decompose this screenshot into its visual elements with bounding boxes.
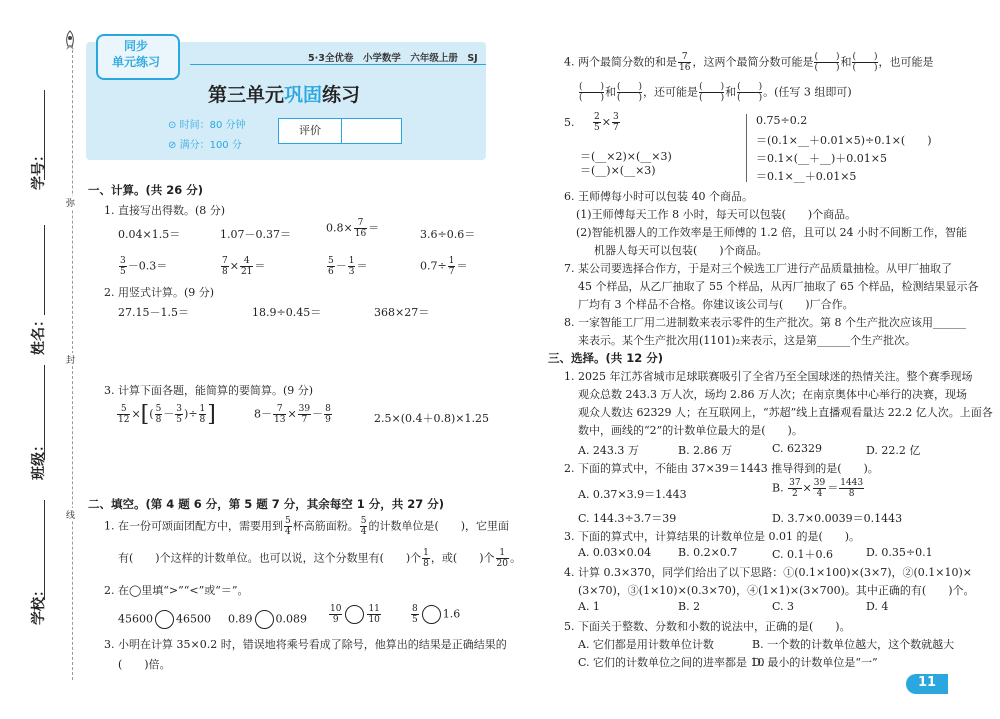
fraction: $\frac{39}{4}$	[813, 478, 826, 499]
s2-q7a: 7. 某公司要选择合作方，于是对三个候选工厂进行产品质量抽检。从甲厂抽取了	[564, 262, 952, 275]
s2-q8a: 8. 一家智能工厂用二进制数来表示零件的生产批次。第 8 个生产批次应该用______	[564, 316, 966, 329]
expr-op: ×	[229, 259, 239, 273]
side-school-label: 学校：	[31, 583, 47, 625]
s2-q5-left-1: ＝(__×2)×(__×3)	[580, 150, 672, 163]
expr-op: －	[335, 259, 347, 273]
text: 杯高筋面粉。	[292, 519, 359, 533]
blank-fraction[interactable]: ( ) ( )	[852, 52, 878, 73]
fraction: $\frac{37}{2}$	[789, 478, 801, 499]
page-number: 11	[918, 675, 937, 690]
s2-q3-line1: 3. 小明在计算 35×0.2 时，错误地将乘号看成了除号，他算出的结果是正确结果的	[104, 638, 507, 651]
fraction: $\frac{1}{8}$	[199, 404, 206, 425]
s1-r2-b	[220, 256, 265, 277]
fraction: $\frac{1}{7}$	[448, 256, 455, 277]
s3-q4-opt-c[interactable]: C. 3	[772, 600, 795, 613]
s3-q2-opt-d[interactable]: D. 3.7×0.0039＝0.1443	[772, 512, 903, 525]
answer-circle[interactable]	[345, 605, 364, 624]
fraction: $\frac{3}{5}$	[120, 256, 126, 277]
rocket-icon	[60, 30, 80, 55]
fraction: $\frac{4}{21}$	[240, 256, 253, 277]
s3-q5: 5. 下面关于整数、分数和小数的说法中，正确的是( )。	[564, 620, 851, 633]
side-name-line	[44, 225, 45, 315]
s3-q5-opt-a[interactable]: A. 它们都是用计数单位计数	[578, 638, 714, 651]
fraction: $\frac{3}{7}$	[612, 112, 619, 133]
s2-q7b: 45 个样品，从乙厂抽取了 55 个样品，从丙厂抽取了 65 个样品，检测结果显示各	[578, 280, 979, 293]
text: 1.6	[442, 607, 461, 621]
s2-q1-line2: 有( )个这样的计数单位。也可以说，这个分数里有( )个 $\frac{1}{8}$ ，或( )个 $\frac{1}{20}$ 。	[118, 548, 521, 569]
s2-compare-3	[328, 604, 382, 625]
s2-q6b: (2)智能机器人的工作效率是王师傅的 1.2 倍，且可以 24 小时不间断工作，智能	[576, 226, 968, 239]
s3-q3-opt-c[interactable]: C. 0.1＋0.6	[772, 548, 834, 561]
s3-q2-opt-c[interactable]: C. 144.3÷3.7＝39	[578, 512, 677, 525]
blank-fraction[interactable]: ( ) ( )	[617, 82, 643, 103]
s3-q4a: 4. 计算 0.3×370，同学们给出了以下思路：①(0.1×100)×(3×7)，②(0.1×10)×	[564, 566, 973, 579]
series-label: 5·3全优卷 小学数学 六年级上册 SJ	[308, 53, 478, 64]
fraction: $\frac{2}{5}$	[594, 112, 600, 133]
text: 和	[840, 55, 852, 69]
text: ，也可能是	[878, 55, 934, 69]
s3-q3: 3. 下面的算式中，计算结果的计数单位是 0.01 的是( )。	[564, 530, 861, 543]
unit-badge-text: 同步 单元练习	[111, 39, 160, 69]
text: 和	[725, 85, 737, 99]
eval-box	[278, 118, 402, 144]
s2-compare-4	[410, 604, 460, 625]
s2-q5-num: 5.	[564, 116, 575, 129]
s1-r4-c: 2.5×(0.4＋0.8)×1.25	[374, 412, 489, 425]
fraction: $\frac{1}{20}$	[496, 548, 508, 569]
s3-q5-opt-b[interactable]: B. 一个数的计数单位越大，这个数就越大	[752, 638, 955, 651]
s3-q1-opt-a[interactable]: A. 243.3 万	[578, 444, 639, 457]
s1-r1-a: 0.04×1.5＝	[118, 228, 181, 241]
s2-q5-expr: $\frac{2}{5}$ × $\frac{3}{7}$	[594, 112, 619, 133]
answer-circle[interactable]	[155, 610, 174, 629]
s3-q4-opt-a[interactable]: A. 1	[578, 600, 600, 613]
s3-q4b: (3×70)，③(1×10)×(0.3×70)，④(1×1)×(3×700)。其中正确的有( )个。	[578, 584, 975, 597]
s1-r3-b: 18.9÷0.45＝	[252, 306, 322, 319]
s2-q5-right-2: ＝(0.1×__＋0.01×5)÷0.1×( )	[756, 134, 932, 147]
s3-q1b: 观众总数 243.3 万人次，场均 2.86 万人次；在南京奥体中心举行的决赛，现场	[578, 388, 967, 401]
time-info	[168, 116, 245, 131]
fraction: $\frac{3}{5}$	[176, 404, 183, 425]
s3-q3-opt-a[interactable]: A. 0.03×0.04	[578, 546, 652, 559]
s2-q5-right-1: 0.75÷0.2	[756, 114, 808, 127]
fraction: $\frac{8}{9}$	[325, 404, 331, 425]
fraction: $\frac{7}{16}$	[679, 52, 691, 73]
check-icon: ⊘	[168, 140, 177, 151]
fraction: $\frac{1}{8}$	[423, 548, 429, 569]
seal-mark-1: 弥	[66, 196, 75, 209]
s1-q3: 3. 计算下面各题，能简算的要简算。(9 分)	[104, 384, 314, 397]
fraction: $\frac{1}{3}$	[348, 256, 355, 277]
expr-eq: ＝	[254, 259, 266, 273]
s3-q3-opt-d[interactable]: D. 0.35÷0.1	[866, 546, 933, 559]
time-label: 时间：80 分钟	[179, 120, 246, 131]
fraction: $\frac{7}{8}$	[222, 256, 228, 277]
s2-q1-line1	[104, 516, 509, 537]
text: B.	[772, 481, 784, 495]
s3-q2: 2. 下面的算式中，不能由 37×39＝1443 推导得到的是( )。	[564, 462, 879, 475]
fraction: $\frac{5}{6}$	[328, 256, 334, 277]
s3-q1a: 1. 2025 年江苏省城市足球联赛吸引了全省乃至全国球迷的热情关注。整个赛季现场	[564, 370, 973, 383]
fraction: $\frac{8}{5}$	[412, 604, 418, 625]
s3-q2-opt-a[interactable]: A. 0.37×3.9＝1.443	[578, 488, 687, 501]
s3-q2-opt-b[interactable]: B. $\frac{37}{2}$ × $\frac{39}{4}$ ＝ $\frac{1443}{8}$	[772, 478, 864, 499]
s3-q4-opt-d[interactable]: D. 4	[866, 600, 889, 613]
s1-r1-d: 3.6÷0.6＝	[420, 228, 476, 241]
text: ＝(__)×(__×3)	[580, 164, 656, 177]
expr-text: －0.3＝	[127, 259, 168, 273]
blank-fraction[interactable]: ( ) ( )	[737, 82, 763, 103]
text: 45600	[118, 612, 153, 626]
answer-circle[interactable]	[422, 605, 441, 624]
s2-compare-2	[228, 610, 307, 629]
s3-q5-opt-c[interactable]: C. 它们的计数单位之间的进率都是 10	[578, 656, 765, 669]
s1-q1: 1. 直接写出得数。(8 分)	[104, 204, 226, 217]
s3-q1-opt-b[interactable]: B. 2.86 万	[678, 444, 733, 457]
fraction: $\frac{39}{7}$	[298, 404, 311, 425]
s2-q4-line1	[564, 52, 934, 73]
eval-label: 评价	[279, 119, 342, 143]
text: 46500	[176, 612, 211, 626]
page-title	[208, 80, 360, 107]
s1-r4-b: 8－ $\frac{7}{13}$ × $\frac{39}{7}$ － $\frac{8}{9}$	[254, 404, 331, 425]
s1-r1-b: 1.07－0.37＝	[220, 228, 291, 241]
section-2-heading: 二、填空。(第 4 题 6 分，第 5 题 7 分，其余每空 1 分，共 27 分)	[88, 497, 445, 511]
fraction: $\frac{5}{12}$	[118, 404, 130, 425]
blank-fraction[interactable]: ( ) ( )	[814, 52, 840, 73]
side-class-label: 班级：	[31, 438, 47, 480]
expr-text: 0.7÷	[420, 259, 447, 273]
text: 有( )个这样的计数单位。也可以说，这个分数里有( )个	[118, 551, 422, 565]
title-part-3: 练习	[322, 84, 361, 106]
text: 1. 在一份可颂面团配方中，需要用到	[104, 519, 283, 533]
s3-q1c: 观众人数达 62329 人；在互联网上，“苏超”线上直播观看量达 22.2 亿人次。上面各	[578, 406, 993, 419]
text: 0.089	[275, 612, 307, 626]
blank-fraction[interactable]: ( ) ( )	[699, 82, 725, 103]
s2-q5-left-2	[580, 162, 656, 178]
s2-q5-right-3: ＝0.1×(__＋__)＋0.01×5	[756, 152, 888, 165]
s2-q8b: 来表示。某个生产批次用(1101)₂来表示，这是第______个生产批次。	[578, 334, 916, 347]
answer-circle[interactable]	[255, 610, 274, 629]
text: 0.89	[228, 612, 253, 626]
expr-eq: ＝	[356, 259, 368, 273]
s3-q4-opt-b[interactable]: B. 2	[678, 600, 701, 613]
s1-r3-a: 27.15－1.5＝	[118, 306, 189, 319]
s3-q3-opt-b[interactable]: B. 0.2×0.7	[678, 546, 738, 559]
s2-q6a: (1)王师傅每天工作 8 小时，每天可以包装( )个商品。	[576, 208, 857, 221]
s1-r2-a	[118, 256, 167, 277]
s2-q4-line2	[578, 82, 852, 103]
s1-r3-c: 368×27＝	[374, 306, 430, 319]
s1-r2-d	[420, 256, 467, 277]
s3-q1-opt-c[interactable]: C. 62329	[772, 442, 823, 455]
clock-icon: ⊙	[168, 120, 177, 131]
expr-eq: ＝	[456, 259, 468, 273]
title-part-2: 巩固	[284, 84, 323, 106]
fraction: $\frac{5}{8}$	[155, 404, 162, 425]
fraction: $\frac{5}{4}$	[285, 516, 291, 537]
s2-q3-line2: ( )倍。	[118, 658, 171, 671]
fraction: $\frac{11}{10}$	[368, 604, 380, 625]
side-class-line	[44, 365, 45, 460]
expr-eq: ＝	[368, 221, 380, 235]
s3-q1-opt-d[interactable]: D. 22.2 亿	[866, 444, 921, 457]
side-id-line	[44, 90, 45, 180]
text: ，或( )个	[430, 551, 495, 565]
s2-q2: 2. 在◯里填“>”“<”或“＝”。	[104, 584, 249, 597]
fraction: $\frac{1443}{8}$	[840, 478, 864, 499]
score-info	[168, 136, 242, 151]
blank-fraction[interactable]: ( ) ( )	[579, 82, 605, 103]
fraction: $\frac{7}{13}$	[274, 404, 286, 425]
s2-q6c: 机器人每天可以包装( )个商品。	[594, 244, 768, 257]
side-id-label: 学号：	[31, 148, 47, 190]
s2-q7c: 厂均有 3 个样品不合格。你建议该公司与( )厂合作。	[578, 298, 854, 311]
section-3-heading: 三、选择。(共 12 分)	[548, 351, 664, 365]
expr-text: 0.8×	[326, 221, 353, 235]
text: ，还可能是	[643, 85, 699, 99]
side-school-line	[44, 500, 45, 600]
s2-q5-right-4: ＝0.1×__＋0.01×5	[756, 170, 857, 183]
s3-q1d: 数中，画线的“2”的计数单位最大的是( )。	[578, 424, 803, 437]
s1-r4-a: $\frac{5}{12}$ ×[( $\frac{5}{8}$ － $\frac{3}{5}$ )÷ $\frac{1}{8}$ ]	[118, 402, 216, 427]
s1-r2-c	[326, 256, 367, 277]
text: 和	[605, 85, 617, 99]
score-label: 满分：100 分	[179, 140, 242, 151]
s1-r1-c	[326, 218, 379, 239]
fraction: $\frac{5}{4}$	[360, 516, 367, 537]
s2-compare-1	[118, 610, 211, 629]
seal-mark-2: 封	[66, 353, 75, 366]
s1-q2: 2. 用竖式计算。(9 分)	[104, 286, 215, 299]
s2-q5-divider	[746, 114, 747, 182]
text: ，这两个最简分数可能是	[692, 55, 814, 69]
text: 。(任写 3 组即可)	[763, 85, 852, 99]
text: 的计数单位是( )，它里面	[368, 519, 510, 533]
s3-q5-opt-d[interactable]: D. 最小的计数单位是“一”	[752, 656, 878, 669]
s2-q6: 6. 王师傅每小时可以包装 40 个商品。	[564, 190, 753, 203]
seal-mark-3: 线	[66, 508, 75, 521]
side-name-label: 姓名：	[31, 313, 47, 355]
title-part-1: 第三单元	[208, 84, 285, 106]
fraction: $\frac{7}{16}$	[354, 218, 367, 239]
section-1-heading: 一、计算。(共 26 分)	[88, 183, 204, 197]
text: 4. 两个最简分数的和是	[564, 55, 677, 69]
fraction: $\frac{10}{9}$	[330, 604, 342, 625]
